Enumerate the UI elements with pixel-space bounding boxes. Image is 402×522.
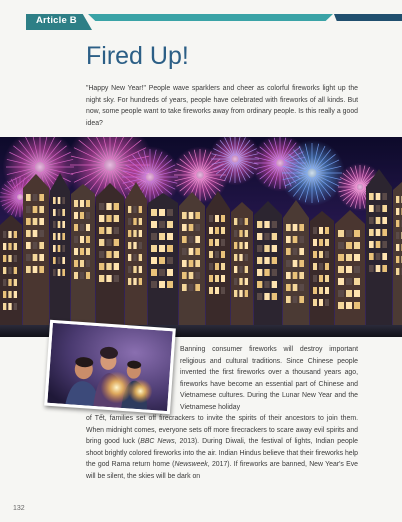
body-text-segment: , 2013). During Diwali, the festival of lights, Indian people shoot brightly colored fireworks into the air. Indian Hindus believe that their fireworks help the god Rama return home ( xyxy=(86,438,358,469)
body-line: religious and cultural traditions. Since Chinese xyxy=(180,357,338,365)
family-sparklers-photo xyxy=(44,320,176,415)
header-accent-bar xyxy=(88,14,333,21)
article-title: Fired Up! xyxy=(86,42,189,70)
body-paragraph-column xyxy=(180,344,358,414)
page-number: 132 xyxy=(13,505,25,512)
body-line: people invented the first fireworks over a thousand xyxy=(180,357,358,377)
citation-source: Newsweek xyxy=(174,461,208,469)
article-label: Article B xyxy=(36,15,77,26)
city-fireworks-photo xyxy=(0,137,402,337)
body-line: Banning consumer fireworks will destroy important xyxy=(180,346,358,353)
body-line: part of Chinese and Vietnamese cultures. During xyxy=(180,380,358,400)
body-text-segment: of Tết, families set off firecrackers to invite the spirits of their ancestors to join them. When midnight comes, everyone sets off more firecrackers to scare away evil spirits and bring good luck ( xyxy=(86,415,358,446)
citation-source: BBC News xyxy=(140,438,175,446)
body-text-segment: , 2017). If fireworks are banned, New Year's Eve will be silent, the skies will be dark on xyxy=(86,461,359,480)
body-line: the Lunar New Year and the Vietnamese holiday xyxy=(180,392,358,411)
intro-paragraph: "Happy New Year!" People wave sparklers and cheer as colorful fireworks light up the night sky. For hundreds of years, people have celebrated with fireworks of all kinds. But now, some people want to take fireworks away from ordinary people. Is this really a good idea? xyxy=(86,85,358,127)
body-line: years ago, fireworks have become an essential xyxy=(180,369,358,388)
body-paragraph-full xyxy=(86,413,358,483)
header-dark-bar xyxy=(334,14,402,21)
